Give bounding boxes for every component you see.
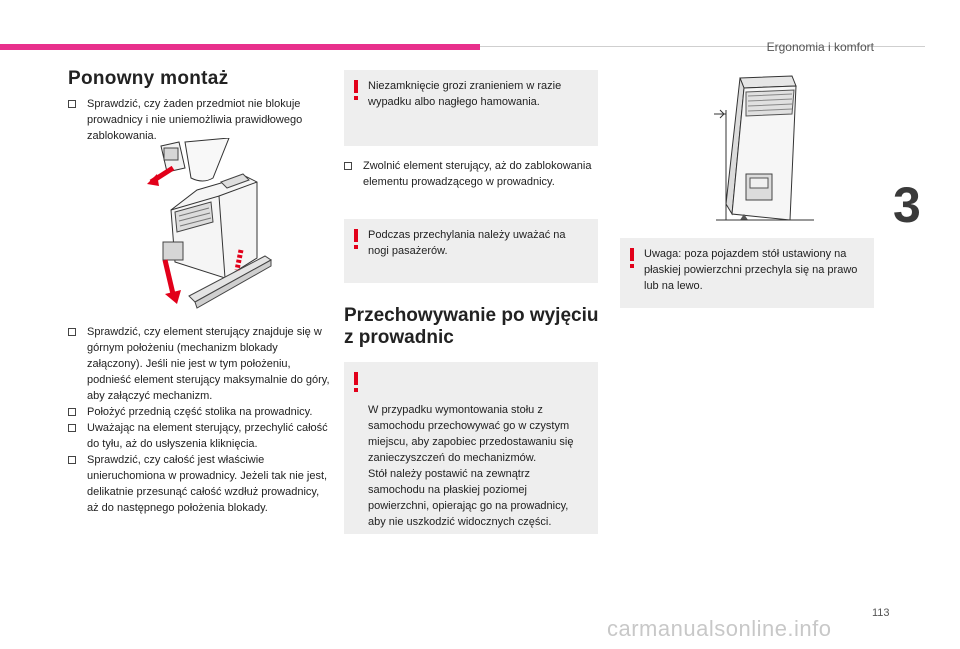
page-number: 113 [872, 607, 890, 619]
bullet-item: Zwolnić element sterujący, aż do zablokowania elementu prowadzącego w prowadnicy. [344, 158, 594, 190]
warning-text-tilt: Podczas przechylania należy uważać na nogi pasażerów. [368, 229, 566, 257]
accent-bar [0, 44, 480, 50]
warning-box-lock [344, 70, 598, 146]
bullet-item: Uważając na element sterujący, przechylić całość do tyłu, aż do usłyszenia kliknięcia. [68, 420, 330, 452]
warning-text-lock: Niezamknięcie grozi zranieniem w razie wypadku albo nagłego hamowania. [368, 80, 562, 108]
subsection-title: Przechowywanie po wyjęciu z prowadnic [344, 305, 599, 348]
chapter-number: 3 [893, 177, 921, 233]
warning-box-storage [344, 362, 598, 534]
warning-icon [628, 248, 636, 268]
warning-text-storage: W przypadku wymontowania stołu z samochodu przechowywać go w czystym miejscu, aby zapobiec przedostawaniu się zanieczyszczeń do mechanizmów. Stół należy postawić na zewnątrz samochodu na płaskiej poziomej powierzchni, opierając go na prowadnicy, aby nie uszkodzić widocznych części. [368, 404, 574, 528]
warning-icon [352, 372, 360, 392]
warning-box-stored [620, 238, 874, 308]
bullet-item: Sprawdzić, czy żaden przedmiot nie blokuje prowadnicy i nie uniemożliwia prawidłowego zablokowania. [68, 96, 330, 144]
watermark: carmanualsonline.info [607, 616, 832, 641]
warning-box-tilt [344, 219, 598, 283]
bullet-item: Sprawdzić, czy całość jest właściwie unieruchomiona w prowadnicy. Jeżeli tak nie jest, delikatnie przesunąć całość wzdłuż prowadnicy, aż do następnego położenia blokady. [68, 452, 330, 516]
table-mounting-illustration [145, 138, 275, 314]
warning-icon [352, 80, 360, 100]
warning-text-stored: Uwaga: poza pojazdem stół ustawiony na płaskiej powierzchni przechyla się na prawo lub na lewo. [644, 248, 858, 292]
stored-table-illustration [710, 74, 820, 234]
bullet-list-middle [344, 158, 594, 190]
bullet-list-top [68, 96, 330, 144]
bullet-item: Sprawdzić, czy element sterujący znajduje się w górnym położeniu (mechanizm blokady załączony). Jeśli nie jest w tym położeniu, podnieść element sterujący maksymalnie do góry, aby załączyć mechanizm. [68, 324, 330, 404]
page-title: Ponowny montaż [68, 68, 229, 89]
bullet-item: Położyć przednią część stolika na prowadnicy. [68, 404, 330, 420]
warning-icon [352, 229, 360, 249]
section-title: Ergonomia i komfort [766, 40, 874, 54]
bullet-list-bottom [68, 324, 330, 516]
